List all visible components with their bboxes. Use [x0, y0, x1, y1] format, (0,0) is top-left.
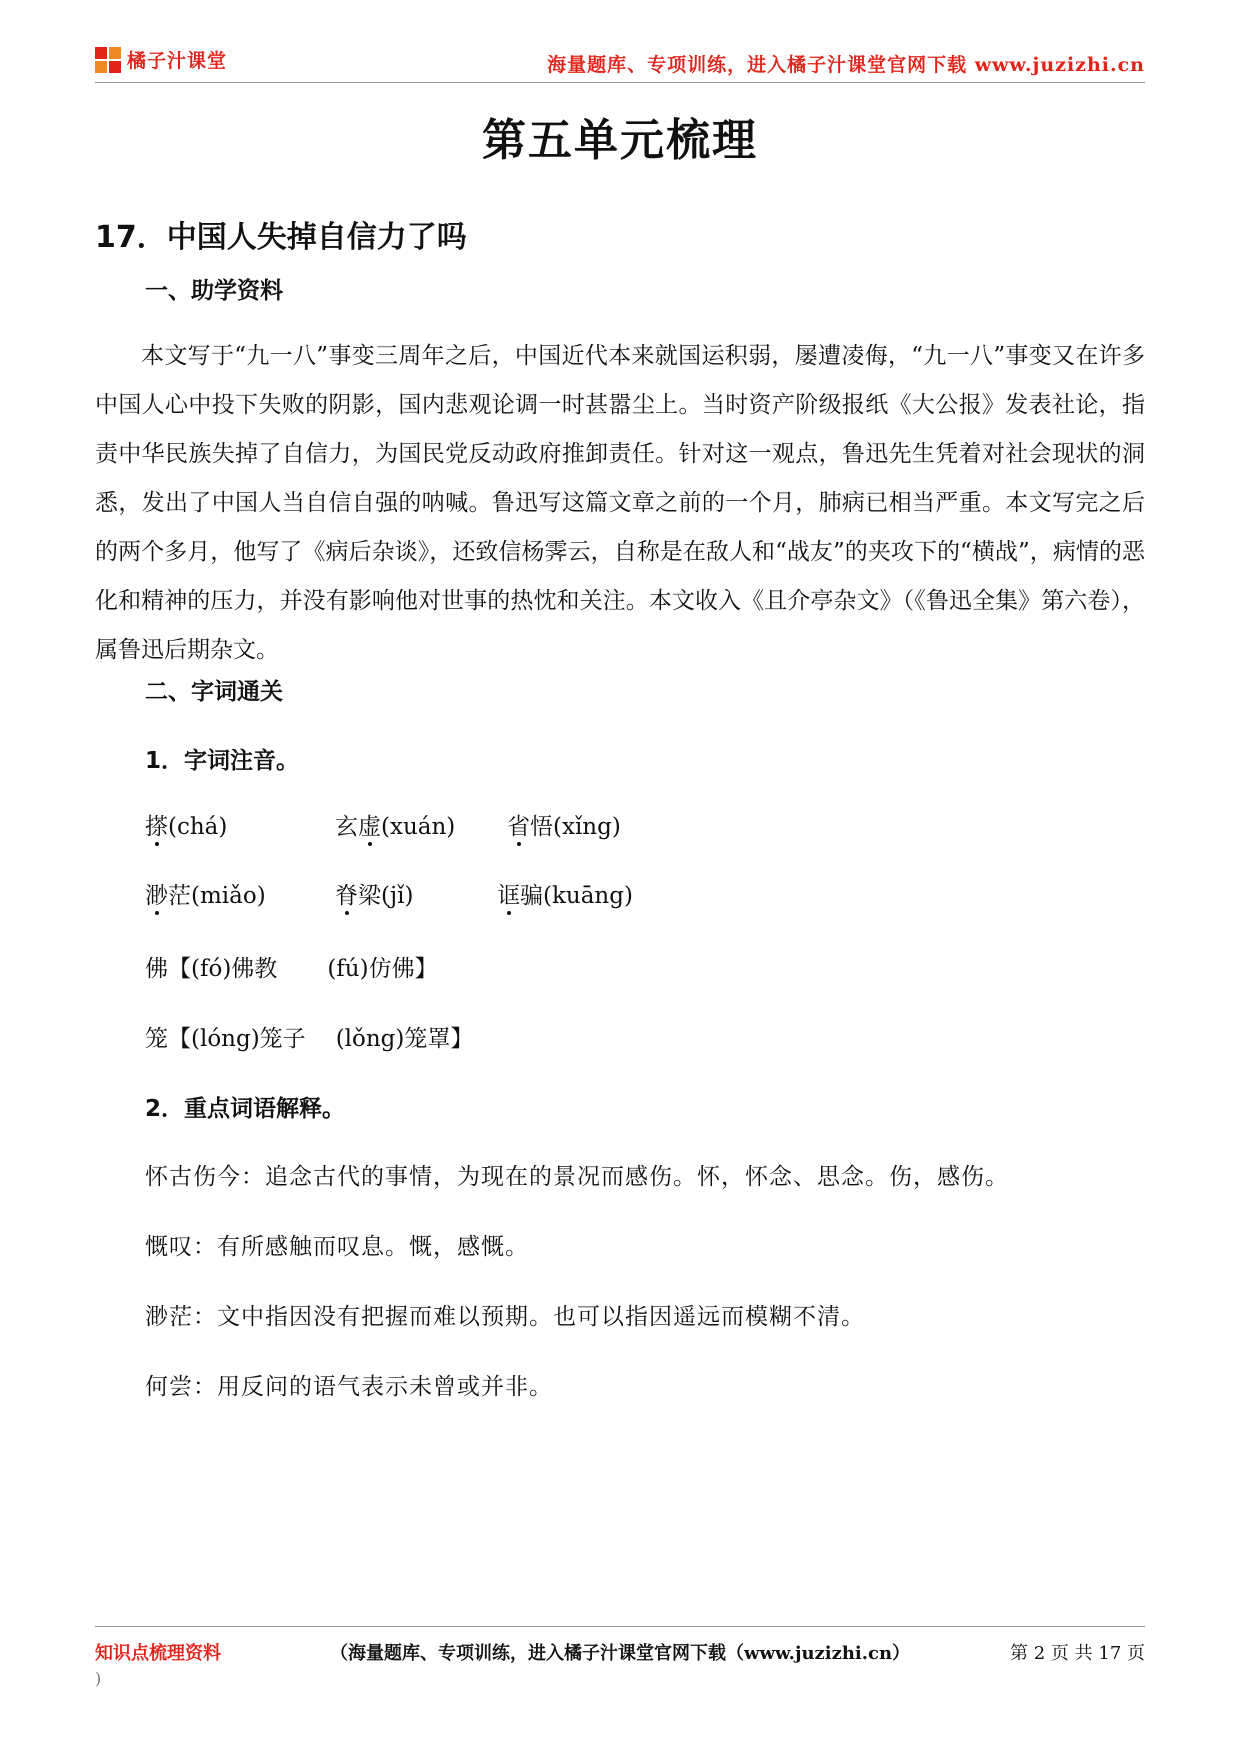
page-header [95, 38, 1145, 83]
lesson-title: 17．中国人失掉自信力了吗 [95, 220, 467, 255]
pinyin-item: 脊梁(jǐ) [335, 883, 414, 909]
subheading-definitions: 2．重点词语解释。 [145, 1096, 346, 1122]
polyphone-fo: 佛【(fó)佛教 (fú)仿佛】 [145, 956, 438, 982]
pinyin-item: 渺茫(miǎo) [145, 883, 266, 909]
pinyin-item: 诓骗(kuāng) [497, 883, 633, 909]
page-number: 第 2 页 共 17 页 [1010, 1643, 1145, 1664]
definition-item: 怀古伤今：追念古代的事情，为现在的景况而感伤。怀，怀念、思念。伤，感伤。 [145, 1164, 1009, 1190]
definition-item: 何尝：用反问的语气表示未曾或并非。 [145, 1374, 553, 1400]
page-footer [95, 1626, 1145, 1687]
study-materials-paragraph: 本文写于“九一八”事变三周年之后，中国近代本来就国运积弱，屡遭凌侮，“九一八”事变又在许多中国人心中投下失败的阴影，国内悲观论调一时甚嚣尘上。当时资产阶级报纸《大公报》发表社论，指责中华民族失掉了自信力，为国民党反动政府推卸责任。针对这一观点，鲁迅先生凭着对社会现状的洞悉，发出了中国人当自信自强的呐喊。鲁迅写这篇文章之前的一个月，肺病已相当严重。本文写完之后的两个多月，他写了《病后杂谈》，还致信杨霁云，自称是在敌人和“战友”的夹攻下的“横战”，病情的恶化和精神的压力，并没有影响他对世事的热忱和关注。本文收入《且介亭杂文》（《鲁迅全集》第六卷），属鲁迅后期杂文。 [95, 343, 1145, 663]
footer-slogan[interactable]: （海量题库、专项训练，进入橘子汁课堂官网下载（www.juzizhi.cn） [330, 1643, 911, 1664]
definition-item: 渺茫：文中指因没有把握而难以预期。也可以指因遥远而模糊不清。 [145, 1304, 865, 1330]
logo-text: 橘子汁课堂 [127, 50, 228, 72]
section-heading-vocabulary: 二、字词通关 [145, 679, 283, 705]
footer-label: 知识点梳理资料 [95, 1643, 221, 1664]
pinyin-item: 搽(chá) [145, 814, 228, 840]
brand-logo[interactable] [95, 46, 227, 73]
section-heading-study-materials: 一、助学资料 [145, 278, 283, 304]
pinyin-item: 省悟(xǐng) [507, 814, 621, 840]
header-slogan: 海量题库、专项训练，进入橘子汁课堂官网下载 www.juzizhi.cn [547, 54, 1145, 76]
polyphone-long: 笼【(lóng)笼子 (lǒng)笼罩】 [145, 1026, 474, 1052]
subheading-pronunciation: 1．字词注音。 [145, 748, 300, 774]
definition-item: 慨叹：有所感触而叹息。慨，感慨。 [145, 1234, 529, 1260]
document-title: 第五单元梳理 [482, 115, 758, 166]
logo-icon [95, 47, 121, 73]
pinyin-item: 玄虚(xuán) [335, 814, 456, 840]
footer-trailing-paren: ) [95, 1669, 102, 1688]
